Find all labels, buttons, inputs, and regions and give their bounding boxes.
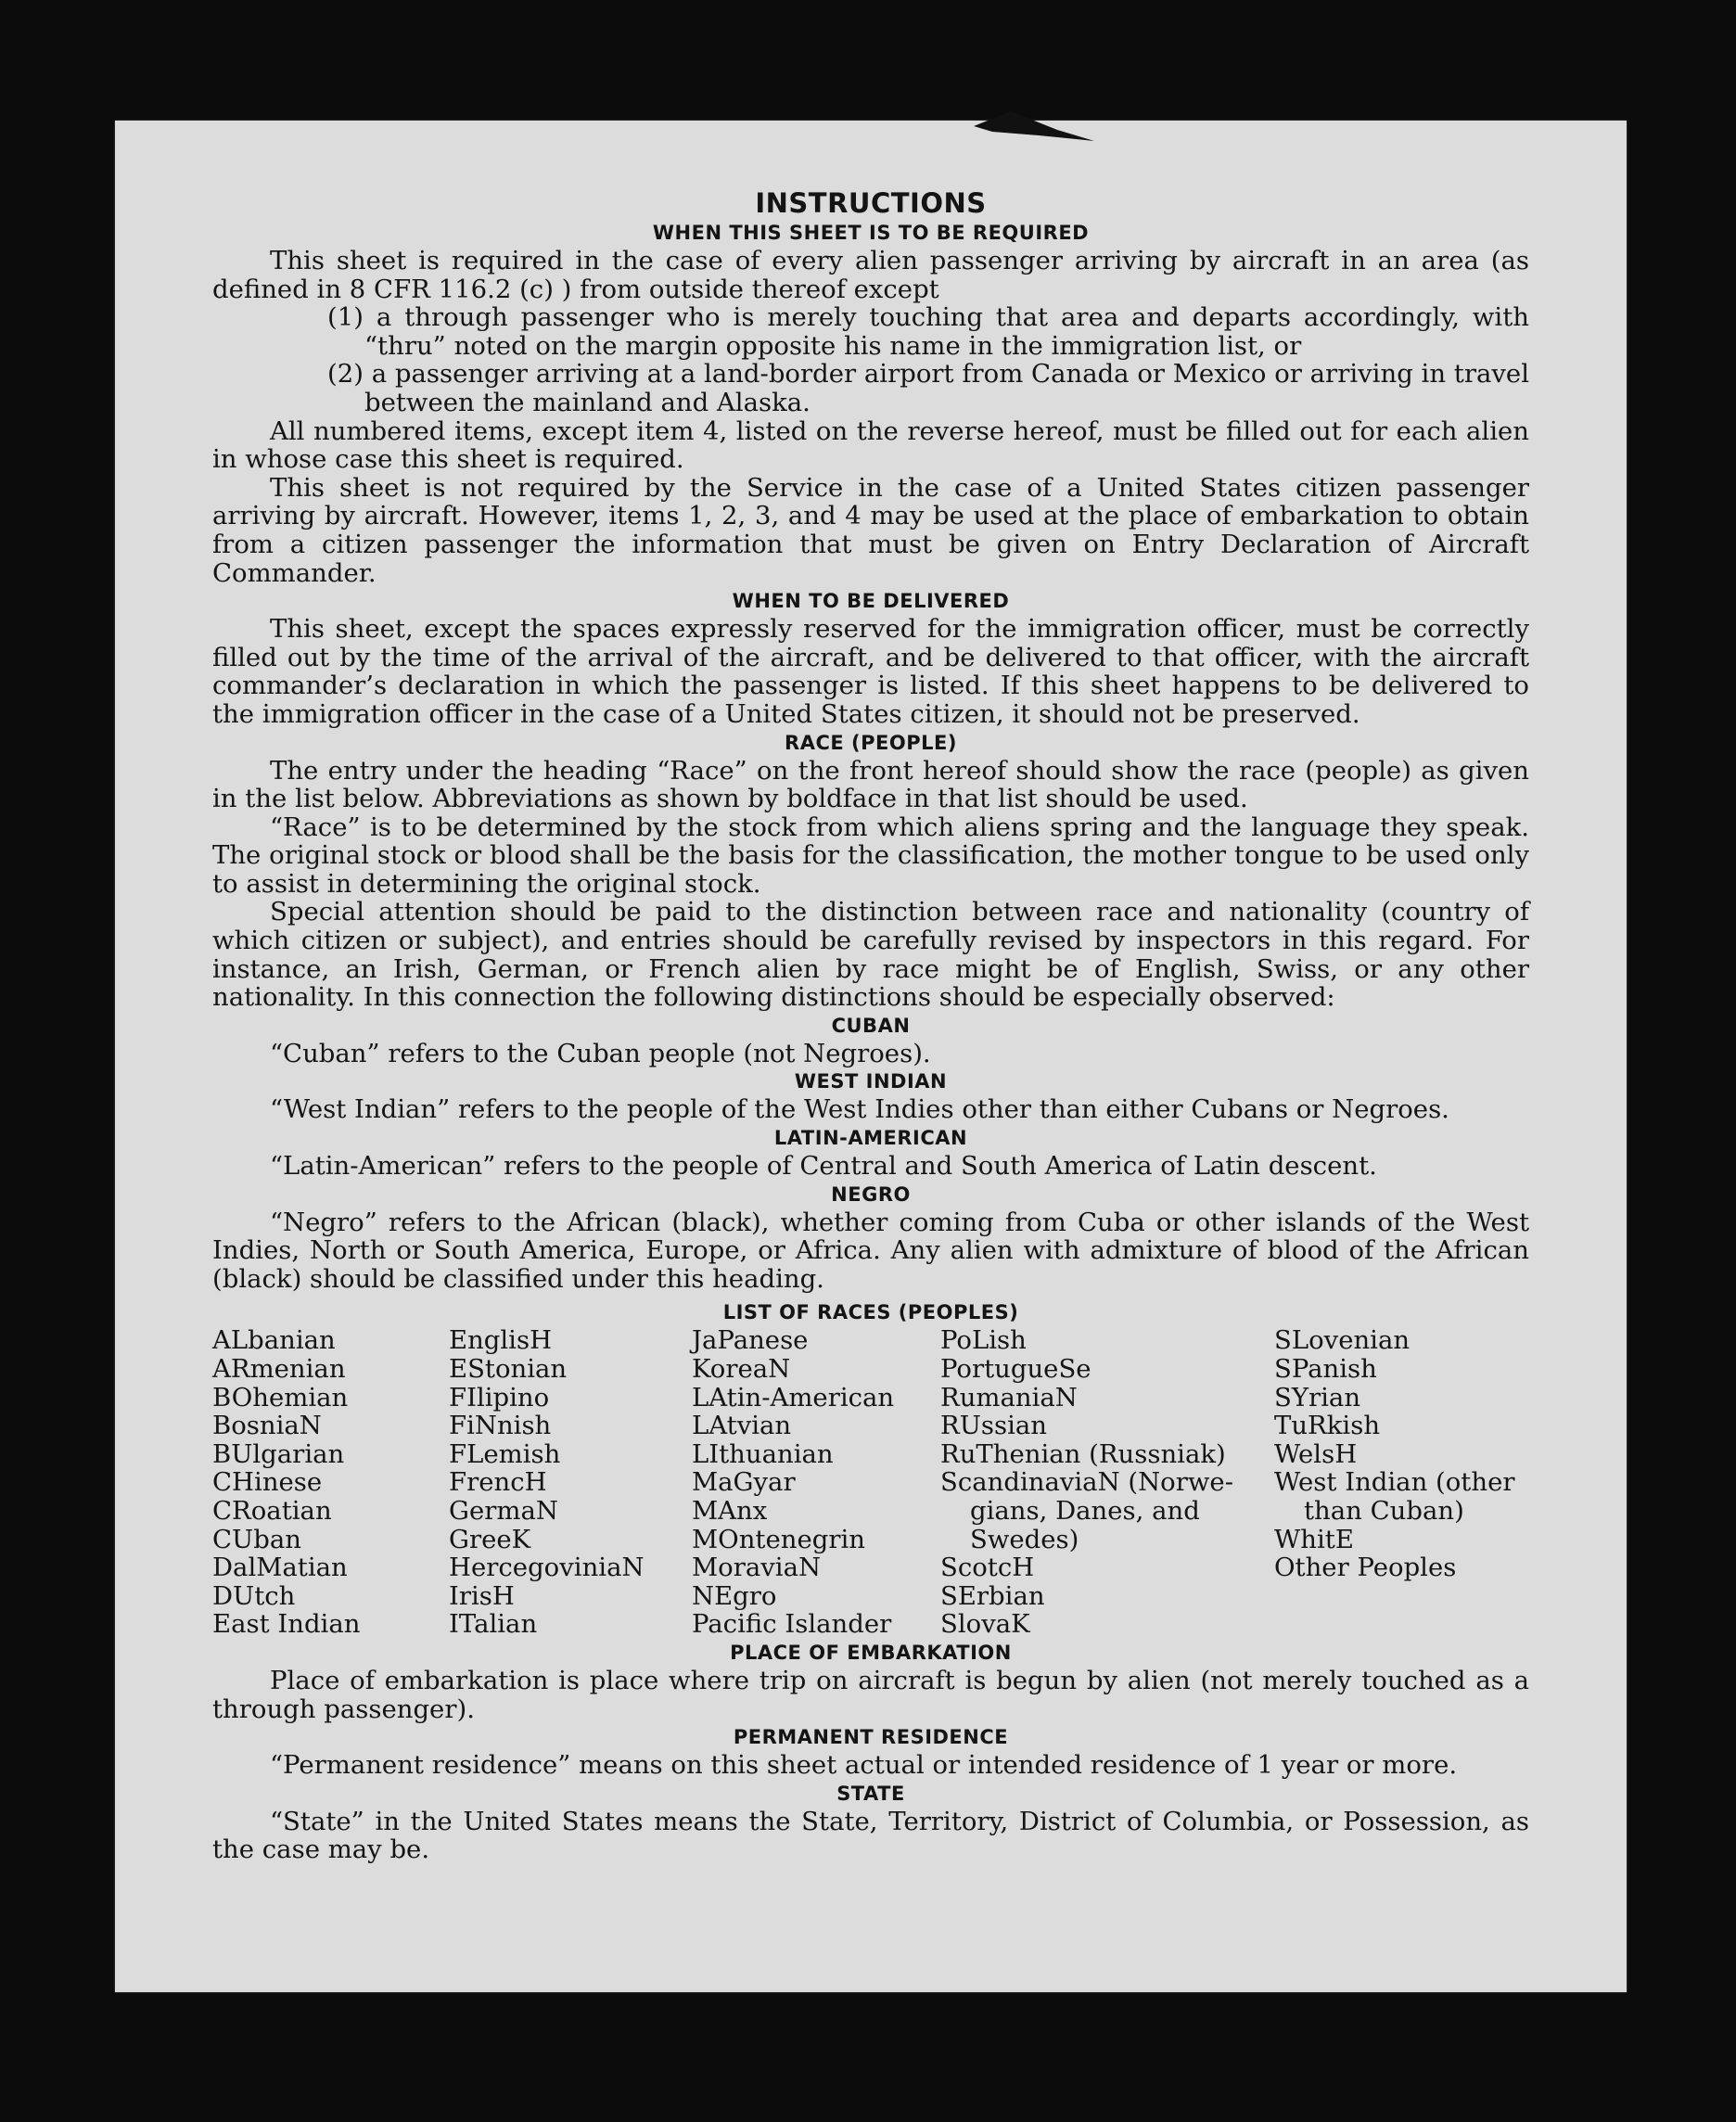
paragraph: Place of embarkation is place where trip on aircraft is begun by alien (not merely touched as a through passenger). [212,1665,1529,1724]
paragraph: “West Indian” refers to the people of the West Indies other than either Cubans or Negroes. [270,1094,1449,1125]
instructions-text [212,187,1529,1864]
race-entry: ALbanian [212,1325,336,1356]
paragraph: This sheet is required in the case of every alien passenger arriving by aircraft in an area (as defined in 8 CFR 116.2 (c) ) from outside thereof except [212,246,1529,304]
race-entry: SLovenian [1274,1325,1410,1356]
race-entry: EStonian [449,1354,568,1384]
race-entry: Pacific Islander [692,1609,892,1640]
race-entry-continued: gians, Danes, and [970,1495,1200,1526]
race-entry: MaGyar [692,1467,796,1498]
exception-item-2: (2) a passenger arriving at a land-border airport from Canada or Mexico or arriving in travel between the mainland and Alaska. [327,359,1529,417]
heading-west-indian: WEST INDIAN [794,1070,948,1093]
race-entry-continued: Swedes) [970,1524,1079,1554]
torn-corner-mark [974,109,1094,147]
race-entry: FLemish [449,1438,561,1469]
race-entry: GreeK [449,1524,531,1554]
race-entry: ScandinaviaN (Norwe- [940,1467,1233,1498]
race-entry: BOhemian [212,1382,349,1413]
paragraph: “Race” is to be determined by the stock from which aliens spring and the language they speak. The original stock or blood shall be the basis for the classification, the mother tongue to be used only to assist in determining the original stock. [212,812,1529,899]
race-entry: East Indian [212,1609,361,1640]
race-entry: KoreaN [692,1354,791,1384]
heading-race: RACE (PEOPLE) [785,731,957,754]
heading-latin-american: LATIN-AMERICAN [773,1127,968,1150]
heading-cuban: CUBAN [831,1014,911,1037]
race-entry: CHinese [212,1467,323,1498]
race-entry: DUtch [212,1580,296,1611]
race-entry: CUban [212,1524,301,1554]
race-entry: WhitE [1274,1524,1354,1554]
race-entry: EnglisH [449,1325,553,1356]
heading-when-required: WHEN THIS SHEET IS TO BE REQUIRED [652,222,1090,244]
paragraph: “Latin-American” refers to the people of Central and South America of Latin descent. [270,1151,1377,1182]
race-entry: TuRkish [1274,1411,1381,1441]
race-entry: FiNnish [449,1411,552,1441]
race-entry: IrisH [449,1580,515,1611]
race-column [940,1326,1274,1639]
race-entry: RUssian [940,1411,1048,1441]
paragraph: This sheet is not required by the Service in the case of a United States citizen passenger arriving by aircraft. However, items 1, 2, 3, and 4 may be used at the place of embarkation to obtain from a citizen passenger the information that must be given on Entry Declaration of Aircraft Commander. [212,472,1529,588]
race-entry: SYrian [1274,1382,1361,1413]
race-entry: MAnx [692,1495,768,1526]
race-entry: BUlgarian [212,1438,345,1469]
heading-negro: NEGRO [831,1182,911,1206]
race-entry: NEgro [692,1580,777,1611]
race-entry: ARmenian [212,1354,346,1384]
race-entry: WelsH [1274,1438,1358,1469]
race-entry: ScotcH [940,1553,1035,1583]
race-entry: SErbian [940,1580,1045,1611]
exception-item-1: (1) a through passenger who is merely touching that area and departs accordingly, with “thru” noted on the margin opposite his name in the immigration list, or [327,302,1529,361]
race-column [449,1326,692,1639]
race-entry: PortugueSe [940,1354,1091,1384]
race-entry: SPanish [1274,1354,1377,1384]
race-entry: MOntenegrin [692,1524,865,1554]
race-entry: SlovaK [940,1609,1030,1640]
page-title: INSTRUCTIONS [755,187,987,219]
race-column [212,1326,449,1639]
paragraph: This sheet, except the spaces expressly reserved for the immigration officer, must be correctly filled out by the time of the arrival of the aircraft, and be delivered to that officer, with the aircraft commander’s declaration in which the passenger is listed. If this sheet happens to be delivered to the immigration officer in the case of a United States citizen, it should not be preserved. [212,614,1529,729]
race-entry: RumaniaN [940,1382,1078,1413]
document-sheet [115,121,1627,1992]
paragraph: Special attention should be paid to the distinction between race and nationality (country of which citizen or subject), and entries should be carefully revised by inspectors in this regard. For instance, an Irish, German, or French alien by race might be of English, Swiss, or any other nationality. In this connection the following distinctions should be especially observed: [212,897,1529,1013]
race-entry: LAtvian [692,1411,792,1441]
paragraph: “Negro” refers to the African (black), whether coming from Cuba or other islands of the West Indies, North or South America, Europe, or Africa. Any alien with admixture of blood of the African (black) should be classified under this heading. [212,1207,1529,1294]
race-column [1274,1326,1529,1639]
race-entry: RuThenian (Russniak) [940,1438,1226,1469]
paragraph: The entry under the heading “Race” on the front hereof should show the race (people) as given in the list below. Abbreviations as shown by boldface in that list should be used. [212,755,1529,814]
paragraph: “Cuban” refers to the Cuban people (not Negroes). [270,1038,931,1068]
paragraph: “Permanent residence” means on this sheet actual or intended residence of 1 year or more. [270,1750,1458,1781]
heading-list-of-races: LIST OF RACES (PEOPLES) [722,1301,1019,1324]
race-entry: CRoatian [212,1495,332,1526]
race-entry: FrencH [449,1467,547,1498]
race-entry: JaPanese [692,1325,809,1356]
race-column [692,1326,940,1639]
race-entry: Other Peoples [1274,1553,1457,1583]
race-entry: FIlipino [449,1382,550,1413]
paragraph: All numbered items, except item 4, listed on the reverse hereof, must be filled out for each alien in whose case this sheet is required. [212,415,1529,475]
race-entry: PoLish [940,1325,1027,1356]
race-list [212,1326,1529,1639]
heading-permanent-residence: PERMANENT RESIDENCE [733,1726,1009,1749]
race-entry: HercegoviniaN [449,1553,645,1583]
race-entry: BosniaN [212,1411,322,1441]
race-entry: GermaN [449,1495,558,1526]
race-entry: MoraviaN [692,1553,822,1583]
race-entry: LAtin-American [692,1382,895,1413]
race-entry: DalMatian [212,1553,348,1583]
paragraph: “State” in the United States means the State, Territory, District of Columbia, or Possession, as the case may be. [212,1806,1529,1865]
race-entry: LIthuanian [692,1438,834,1469]
race-entry: ITalian [449,1609,538,1640]
race-entry: West Indian (other [1274,1467,1515,1498]
race-entry-continued: than Cuban) [1304,1495,1464,1526]
heading-embarkation: PLACE OF EMBARKATION [730,1641,1012,1664]
heading-state: STATE [836,1782,905,1805]
heading-when-delivered: WHEN TO BE DELIVERED [732,590,1010,613]
